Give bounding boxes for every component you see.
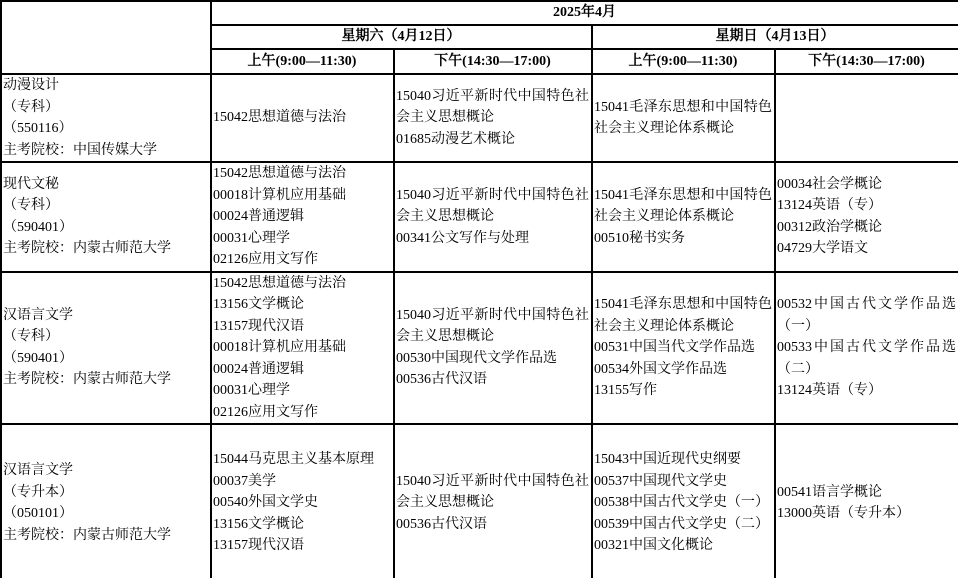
table-row	[1, 272, 958, 425]
course-line: 00541语言学概论	[777, 484, 882, 500]
saturday-afternoon-courses	[394, 424, 592, 578]
course-line: 02126应用文写作	[213, 404, 318, 420]
course-line: 00536古代汉语	[396, 372, 487, 388]
course-line: 15041毛泽东思想和中国特色社会主义理论体系概论	[594, 297, 772, 334]
program-cell	[1, 162, 211, 272]
saturday-morning-courses	[211, 162, 394, 272]
course-line: （050101）	[3, 506, 73, 521]
course-line: 15040习近平新时代中国特色社会主义思想概论	[396, 307, 589, 345]
course-line: 13157现代汉语	[213, 538, 304, 554]
course-line: （550116）	[3, 121, 73, 136]
table-row	[1, 162, 958, 272]
course-line: 15040习近平新时代中国特色社会主义思想概论	[396, 473, 589, 511]
course-line: 00031心理学	[213, 383, 290, 398]
sunday-header: 星期日（4月13日）	[592, 25, 958, 49]
course-line: 04729大学语文	[777, 241, 868, 257]
course-line: 现代文秘	[3, 176, 59, 192]
course-line: 13156文学概论	[213, 297, 304, 312]
course-line: 00532中国古代文学作品选（一）	[777, 297, 956, 334]
course-line: 00024普通逻辑	[213, 209, 304, 224]
course-line: 00031心理学	[213, 230, 290, 246]
sunday-afternoon-courses	[775, 162, 958, 272]
course-line: 00321中国文化概论	[594, 538, 713, 554]
month-header-row	[1, 1, 958, 25]
course-line: 主考院校：内蒙古师范大学	[3, 527, 171, 543]
course-line: 00312政治学概论	[777, 219, 882, 235]
course-line: 15040习近平新时代中国特色社会主义思想概论	[396, 187, 589, 224]
sunday-morning-header: 上午(9:00—11:30)	[592, 49, 775, 74]
course-line: 15042思想道德与法治	[213, 166, 346, 181]
course-line: 主考院校：内蒙古师范大学	[3, 241, 171, 257]
course-line: 汉语言文学	[3, 307, 73, 323]
course-line: 主考院校：内蒙古师范大学	[3, 372, 171, 388]
course-line: （专科）	[3, 99, 59, 115]
course-line: 13155写作	[594, 383, 657, 398]
table-row	[1, 74, 958, 162]
saturday-morning-header: 上午(9:00—11:30)	[211, 49, 394, 74]
sunday-morning-courses	[592, 272, 775, 425]
course-line: 01685动漫艺术概论	[396, 131, 515, 147]
sunday-afternoon-courses	[775, 424, 958, 578]
course-line: 15041毛泽东思想和中国特色社会主义理论体系概论	[594, 187, 772, 224]
course-line: 00534外国文学作品选	[594, 361, 727, 377]
course-line: 00538中国古代文学史（一）	[594, 495, 769, 511]
saturday-afternoon-courses	[394, 162, 592, 272]
course-line: 00341公文写作与处理	[396, 230, 529, 246]
course-line: 15044马克思主义基本原理	[213, 452, 374, 468]
course-line: （590401）	[3, 219, 73, 235]
saturday-morning-courses	[211, 272, 394, 425]
course-line: （专升本）	[3, 484, 73, 500]
course-line: 主考院校：中国传媒大学	[3, 142, 157, 158]
course-line: 15042思想道德与法治	[213, 110, 346, 126]
saturday-morning-courses	[211, 424, 394, 578]
sunday-morning-courses	[592, 424, 775, 578]
saturday-afternoon-courses	[394, 272, 592, 425]
course-line: 15042思想道德与法治	[213, 275, 346, 291]
saturday-morning-courses	[211, 74, 394, 162]
saturday-afternoon-courses	[394, 74, 592, 162]
course-line: 13157现代汉语	[213, 318, 304, 334]
course-line: 00530中国现代文学作品选	[396, 350, 557, 366]
course-line: 00537中国现代文学史	[594, 473, 727, 489]
sunday-afternoon-header: 下午(14:30—17:00)	[775, 49, 958, 74]
course-line: 00018计算机应用基础	[213, 340, 346, 355]
saturday-afternoon-header: 下午(14:30—17:00)	[394, 49, 592, 74]
corner-empty-cell	[1, 1, 211, 74]
course-line: 13000英语（专升本）	[777, 506, 910, 521]
course-line: 13156文学概论	[213, 516, 304, 532]
course-line: 00539中国古代文学史（二）	[594, 516, 769, 532]
course-line: 13124英语（专）	[777, 198, 882, 214]
course-line: （590401）	[3, 350, 73, 366]
sunday-morning-courses	[592, 74, 775, 162]
sunday-morning-courses	[592, 162, 775, 272]
table-row	[1, 424, 958, 578]
course-line: （专科）	[3, 329, 59, 345]
sunday-afternoon-courses	[775, 272, 958, 425]
course-line: 00540外国文学史	[213, 495, 318, 511]
course-line: 15043中国近现代史纲要	[594, 452, 741, 468]
course-line: 13124英语（专）	[777, 383, 882, 398]
sunday-afternoon-courses	[775, 74, 958, 162]
course-line: 00536古代汉语	[396, 516, 487, 532]
course-line: 00510秘书实务	[594, 230, 685, 246]
course-line: 00024普通逻辑	[213, 361, 304, 377]
course-line: 汉语言文学	[3, 463, 73, 478]
program-cell	[1, 74, 211, 162]
course-line: 00034社会学概论	[777, 176, 882, 192]
course-line: 00037美学	[213, 473, 276, 489]
course-line: 00531中国当代文学作品选	[594, 340, 755, 355]
course-line: 00018计算机应用基础	[213, 187, 346, 203]
course-line: 00533中国古代文学作品选（二）	[777, 340, 956, 377]
course-line: 02126应用文写作	[213, 252, 318, 267]
course-line: （专科）	[3, 198, 59, 214]
course-line: 15040习近平新时代中国特色社会主义思想概论	[396, 88, 589, 126]
course-line: 15041毛泽东思想和中国特色社会主义理论体系概论	[594, 99, 772, 136]
saturday-header: 星期六（4月12日）	[211, 25, 592, 49]
program-cell	[1, 272, 211, 425]
course-line: 动漫设计	[3, 78, 59, 93]
program-cell	[1, 424, 211, 578]
month-title: 2025年4月	[211, 1, 958, 25]
